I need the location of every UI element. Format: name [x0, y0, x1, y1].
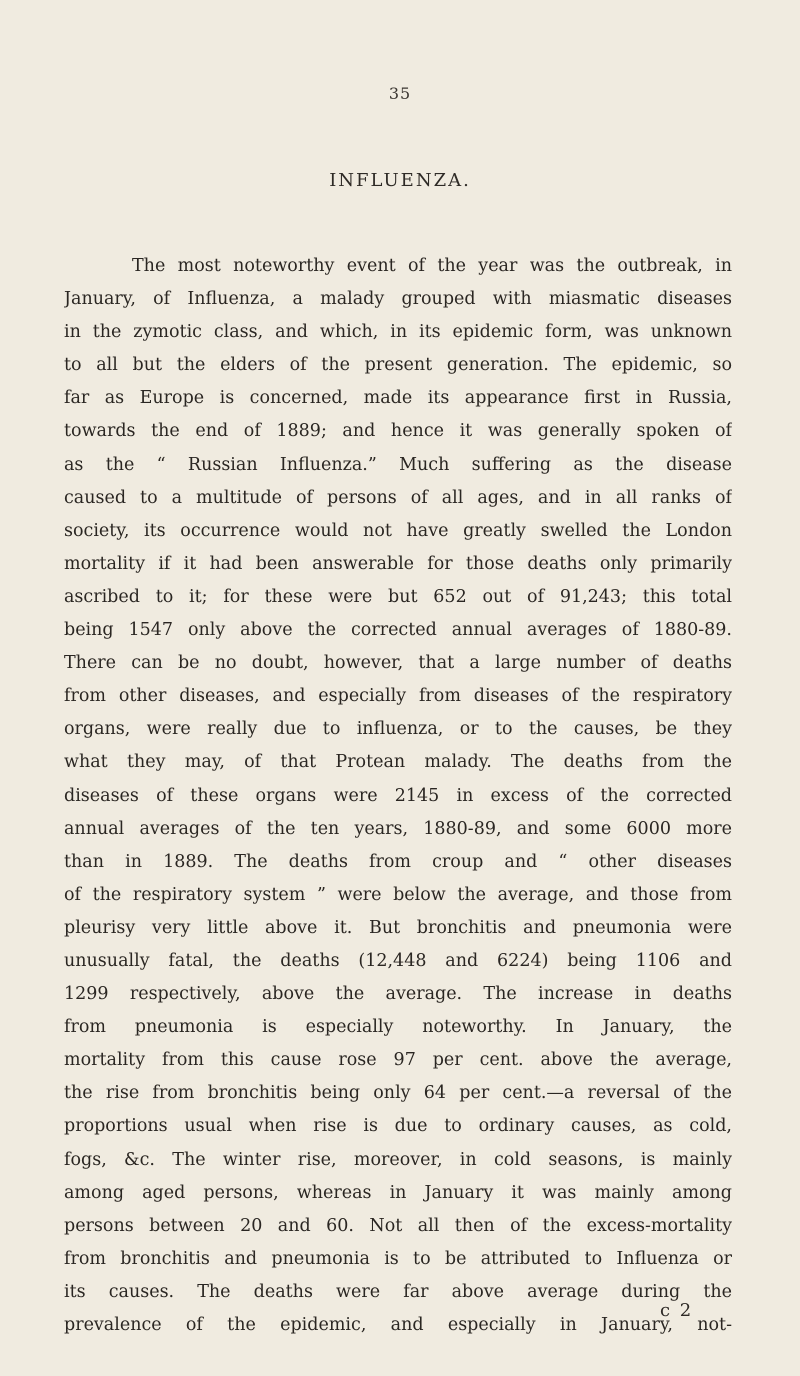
text-line: being 1547 only above the corrected annual averages of 1880-89. — [64, 620, 732, 641]
text-line: its causes. The deaths were far above average during the — [64, 1281, 732, 1302]
text-line: proportions usual when rise is due to ordinary causes, as cold, — [64, 1116, 732, 1137]
text-line: the rise from bronchitis being only 64 per cent.—a reversal of the — [64, 1083, 732, 1104]
text-line: from pneumonia is especially noteworthy. In January, the — [64, 1017, 732, 1038]
text-line: caused to a multitude of persons of all ages, and in all ranks of — [64, 487, 732, 508]
page-number: 35 — [388, 84, 412, 103]
text-line: mortality from this cause rose 97 per cent. above the average, — [64, 1050, 732, 1071]
text-line: mortality if it had been answerable for those deaths only primarily — [64, 553, 732, 574]
text-line: ascribed to it; for these were but 652 out of 91,243; this total — [64, 586, 732, 607]
text-line: society, its occurrence would not have greatly swelled the London — [64, 520, 732, 541]
text-line: pleurisy very little above it. But bronchitis and pneumonia were — [64, 917, 732, 938]
text-line: January, of Influenza, a malady grouped with miasmatic diseases — [64, 289, 732, 310]
text-line: than in 1889. The deaths from croup and “ other diseases — [64, 851, 732, 872]
text-line: among aged persons, whereas in January it was mainly among — [64, 1182, 732, 1203]
text-line: far as Europe is concerned, made its appearance first in Russia, — [64, 388, 732, 409]
text-line: organs, were really due to influenza, or to the causes, be they — [64, 719, 732, 740]
text-line: annual averages of the ten years, 1880-89, and some 6000 more — [64, 818, 732, 839]
text-line: prevalence of the epidemic, and especially in January, not- — [64, 1315, 732, 1335]
text-line: in the zymotic class, and which, in its epidemic form, was unknown — [64, 322, 732, 343]
text-line: There can be no doubt, however, that a large number of deaths — [64, 653, 732, 674]
section-title: INFLUENZA. — [329, 170, 471, 191]
text-line: to all but the elders of the present generation. The epidemic, so — [64, 355, 732, 376]
text-line: of the respiratory system ” were below the average, and those from — [64, 884, 732, 905]
text-line: persons between 20 and 60. Not all then of the excess-mortality — [64, 1215, 732, 1236]
text-line: The most noteworthy event of the year was the outbreak, in — [132, 256, 732, 276]
text-line: fogs, &c. The winter rise, moreover, in cold seasons, is mainly — [64, 1149, 732, 1170]
text-line: as the “ Russian Influenza.” Much suffering as the disease — [64, 454, 732, 475]
text-line: from bronchitis and pneumonia is to be attributed to Influenza or — [64, 1248, 732, 1269]
text-line: from other diseases, and especially from diseases of the respiratory — [64, 686, 732, 707]
text-line: diseases of these organs were 2145 in excess of the corrected — [64, 785, 732, 806]
signature-mark: c 2 — [660, 1300, 694, 1321]
text-line: what they may, of that Protean malady. The deaths from the — [64, 752, 732, 773]
text-line: unusually fatal, the deaths (12,448 and 6224) being 1106 and — [64, 950, 732, 971]
text-line: towards the end of 1889; and hence it was generally spoken of — [64, 421, 732, 442]
text-line: 1299 respectively, above the average. The increase in deaths — [64, 984, 732, 1005]
body-paragraph — [64, 250, 732, 1342]
